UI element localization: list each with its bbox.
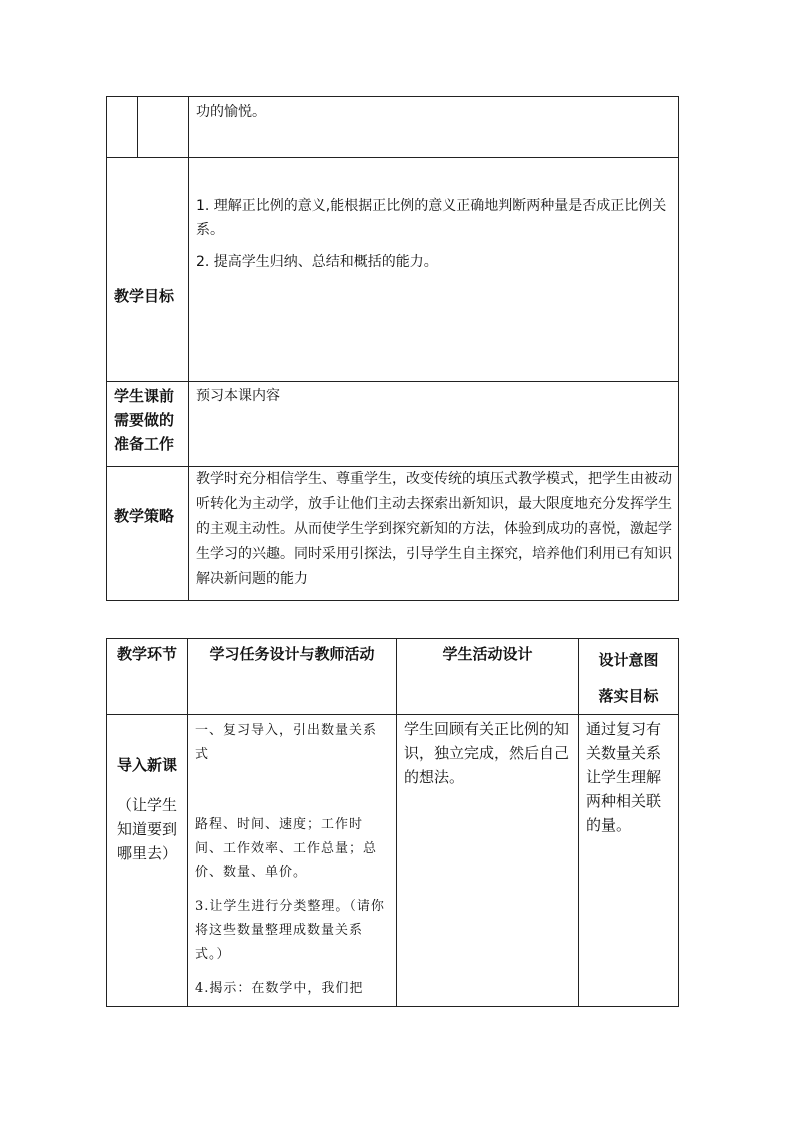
- table-row: [107, 382, 679, 467]
- stage-note: （让学生知道要到哪里去）: [116, 796, 177, 862]
- table-header-row: [107, 639, 679, 715]
- objective-item: 1. 理解正比例的意义,能根据正比例的意义正确地判断两种量是否成正比例关系。: [196, 198, 667, 238]
- header-stage: [107, 639, 188, 715]
- teaching-process-table: [106, 638, 679, 1007]
- objectives-label: 教学目标: [114, 286, 175, 305]
- continued-text: 功的愉悦。: [196, 104, 266, 120]
- header-tasks-text: 学习任务设计与教师活动: [209, 645, 375, 663]
- student-activity-cell: [397, 715, 579, 1007]
- empty-cell: [107, 97, 138, 158]
- header-tasks: [188, 639, 397, 715]
- task-item: 一、复习导入，引出数量关系式: [195, 723, 378, 762]
- strategy-label-cell: [107, 467, 189, 601]
- strategy-text: 教学时充分相信学生、尊重学生，改变传统的填压式教学模式，把学生由被动听转化为主动学，放手让他们主动去探索出新知识，最大限度地充分发挥学生的主观主动性。从而使学生学到探究新知的方法，体验到成功的喜悦，激起学生学习的兴趣。同时采用引探法，引导学生自主探究，培养他们利用已有知识解决新问题的能力: [196, 471, 672, 587]
- task-item: 路程、时间、速度；工作时间、工作效率、工作总量；总价、数量、单价。: [195, 817, 378, 880]
- prep-text: 预习本课内容: [196, 388, 280, 404]
- header-student: [397, 639, 579, 715]
- intent-cell: [579, 715, 679, 1007]
- prep-label-cell: [107, 382, 189, 467]
- header-stage-text: 教学环节: [116, 645, 177, 663]
- empty-cell: [138, 97, 189, 158]
- task-item: 4.揭示：在数学中，我们把: [195, 981, 364, 996]
- table-row: [107, 467, 679, 601]
- header-intent: [579, 639, 679, 715]
- task-item: 3.让学生进行分类整理。（请你将这些数量整理成数量关系式。）: [195, 899, 385, 962]
- prep-cell: [189, 382, 679, 467]
- objective-item: 2. 提高学生归纳、总结和概括的能力。: [196, 254, 438, 270]
- header-student-text: 学生活动设计: [442, 645, 533, 663]
- stage-title: 导入新课: [116, 756, 177, 774]
- strategy-label: 教学策略: [114, 507, 175, 525]
- table-row: [107, 158, 679, 382]
- student-activity-text: 学生回顾有关正比例的知识，独立完成，然后自己的想法。: [404, 720, 570, 786]
- objectives-cell: [189, 158, 679, 382]
- tasks-cell: [188, 715, 397, 1007]
- objectives-label-cell: [107, 158, 189, 382]
- intent-text: 通过复习有关数量关系让学生理解两种相关联的量。: [586, 720, 662, 834]
- strategy-cell: [189, 467, 679, 601]
- lesson-plan-table: [106, 96, 679, 601]
- header-intent-line1: 设计意图: [598, 651, 659, 669]
- table-row: [107, 97, 679, 158]
- stage-cell: [107, 715, 188, 1007]
- header-intent-line2: 落实目标: [598, 687, 659, 705]
- prep-label: 学生课前需要做的准备工作: [114, 387, 175, 453]
- table-row: [107, 715, 679, 1007]
- continued-text-cell: [189, 97, 679, 158]
